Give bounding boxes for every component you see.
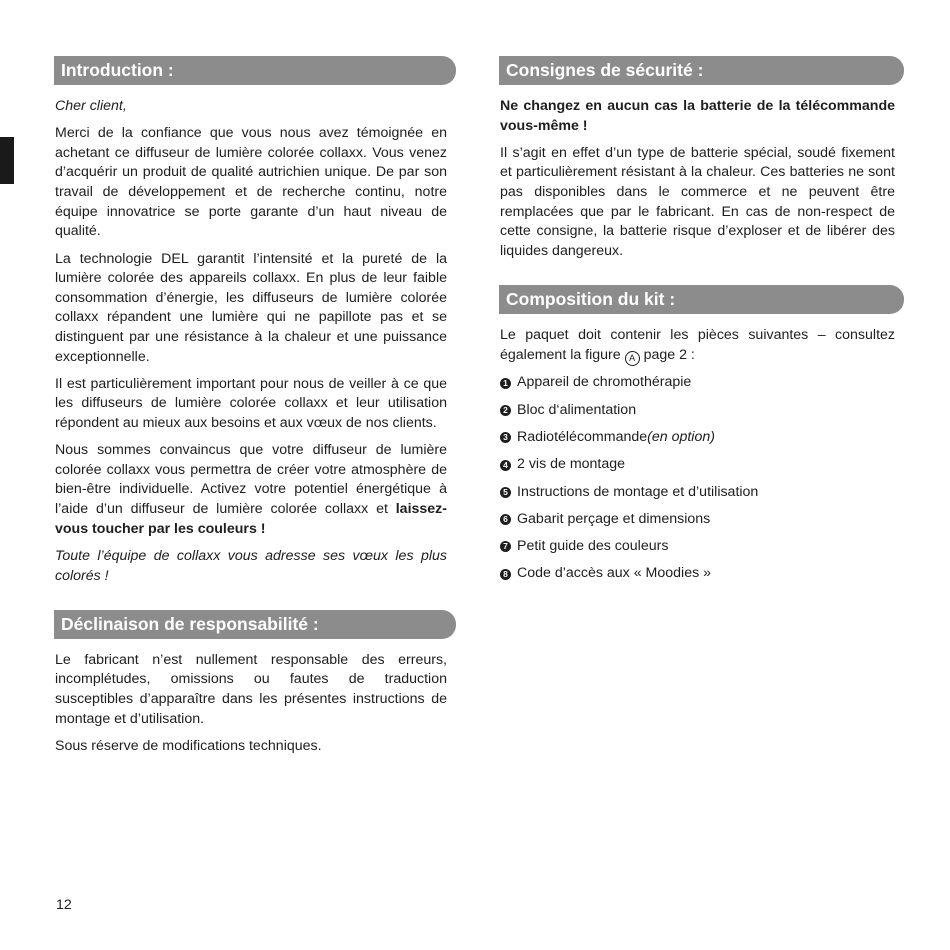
left-column (54, 56, 456, 764)
kit-item-label: Instructions de montage et d’utilisation (517, 483, 759, 500)
kit-intro (500, 326, 895, 366)
intro-paragraph-4-emphasis: laissez-vous toucher par les couleurs ! (55, 501, 447, 537)
list-item (500, 373, 895, 393)
safety-body (499, 97, 904, 261)
list-item (500, 483, 895, 503)
closing-line: Toute l’équipe de collaxx vous adresse ses vœux les plus colorés ! (55, 547, 447, 584)
disclaimer-paragraph-2: Sous réserve de modifications techniques. (55, 737, 322, 754)
disclaimer-heading: Déclinaison de responsabilité : (54, 610, 456, 639)
kit-item-label: 2 vis de montage (517, 456, 626, 473)
safety-paragraph: Il s’agit en effet d’un type de batterie spécial, soudé fixement et particulièrement résistant à la chaleur. Ces batteries ne sont pas disponibles dans le commerce et ne peuvent être remplacées que par le fabricant. En cas de non-respect de cette consigne, la batterie risque d’exploser et de libérer des liquides dangereux. (500, 144, 895, 259)
list-item (500, 428, 895, 448)
list-item (500, 401, 895, 421)
page-number: 12 (56, 897, 72, 913)
kit-items-list (500, 373, 895, 584)
kit-item-label: Gabarit perçage et dimensions (517, 510, 711, 527)
intro-paragraph-2: La technologie DEL garantit l’intensité et la pureté de la lumière colorée des appareils collaxx. En plus de leur faible consommation d’énergie, les diffuseurs de lumière colorée collaxx répandent une lumière qui ne papillote pas et se distinguent par une résistance à la chaleur et une puissance exceptionnelle. (55, 250, 447, 365)
kit-item-label: Code d’accès aux « Moodies » (517, 565, 712, 582)
kit-item-label: Petit guide des couleurs (517, 538, 669, 555)
kit-item-label: Appareil de chromothérapie (517, 374, 692, 391)
list-item (500, 564, 895, 584)
kit-item-label: Bloc d‘alimentation (517, 401, 637, 418)
number-badge-icon: 4 (500, 460, 511, 471)
introduction-heading: Introduction : (54, 56, 456, 85)
number-badge-icon: 2 (500, 405, 511, 416)
number-badge-icon: 3 (500, 432, 511, 443)
chapter-tab-marker (0, 137, 14, 184)
kit-item-optional-note: (en option) (647, 428, 715, 445)
number-badge-icon: 1 (500, 378, 511, 389)
introduction-body (54, 97, 456, 586)
figure-a-circled-letter: A (625, 351, 640, 366)
list-item (500, 455, 895, 475)
number-badge-icon: 5 (500, 487, 511, 498)
intro-paragraph-1: Merci de la confiance que vous nous avez témoignée en achetant ce diffuseur de lumière colorée collaxx. Vous venez d’acquérir un produit de qualité autrichien unique. De par son travail de développement et de recherche continu, notre équipe innovatrice se porte garante d’un haut niveau de qualité. (55, 125, 447, 240)
number-badge-icon: 8 (500, 569, 511, 580)
intro-paragraph-4 (55, 441, 447, 539)
intro-paragraph-3: Il est particulièrement important pour nous de veiller à ce que les diffuseurs de lumière colorée collaxx et leur utilisation répondent au mieux aux besoins et aux vœux de nos clients. (55, 375, 447, 431)
safety-heading: Consignes de sécurité : (499, 56, 904, 85)
safety-warning: Ne changez en aucun cas la batterie de la télécommande vous-même ! (500, 98, 895, 134)
list-item (500, 510, 895, 530)
kit-intro-text: Le paquet doit contenir les pièces suivantes – consultez également la figure (500, 327, 895, 363)
kit-body (499, 326, 904, 584)
kit-item-label: Radiotélécommande (517, 428, 648, 445)
salutation: Cher client, (55, 98, 127, 114)
right-column (499, 56, 904, 592)
number-badge-icon: 7 (500, 541, 511, 552)
number-badge-icon: 6 (500, 514, 511, 525)
disclaimer-body (54, 651, 456, 757)
list-item (500, 537, 895, 557)
intro-paragraph-4-text: Nous sommes convaincus que votre diffuseur de lumière colorée collaxx vous permettra de créer votre atmosphère de bien-être individuelle. Activez votre potentiel énergétique à l’aide d’un diffuseur de lumière colorée collaxx et (55, 442, 447, 518)
kit-heading: Composition du kit : (499, 285, 904, 314)
disclaimer-paragraph-1: Le fabricant n’est nullement responsable des erreurs, incomplétudes, omissions ou fautes de traduction susceptibles d’apparaître dans les présentes instructions de montage et d’utilisation. (55, 651, 447, 727)
kit-intro-page: page 2 : (639, 346, 695, 363)
